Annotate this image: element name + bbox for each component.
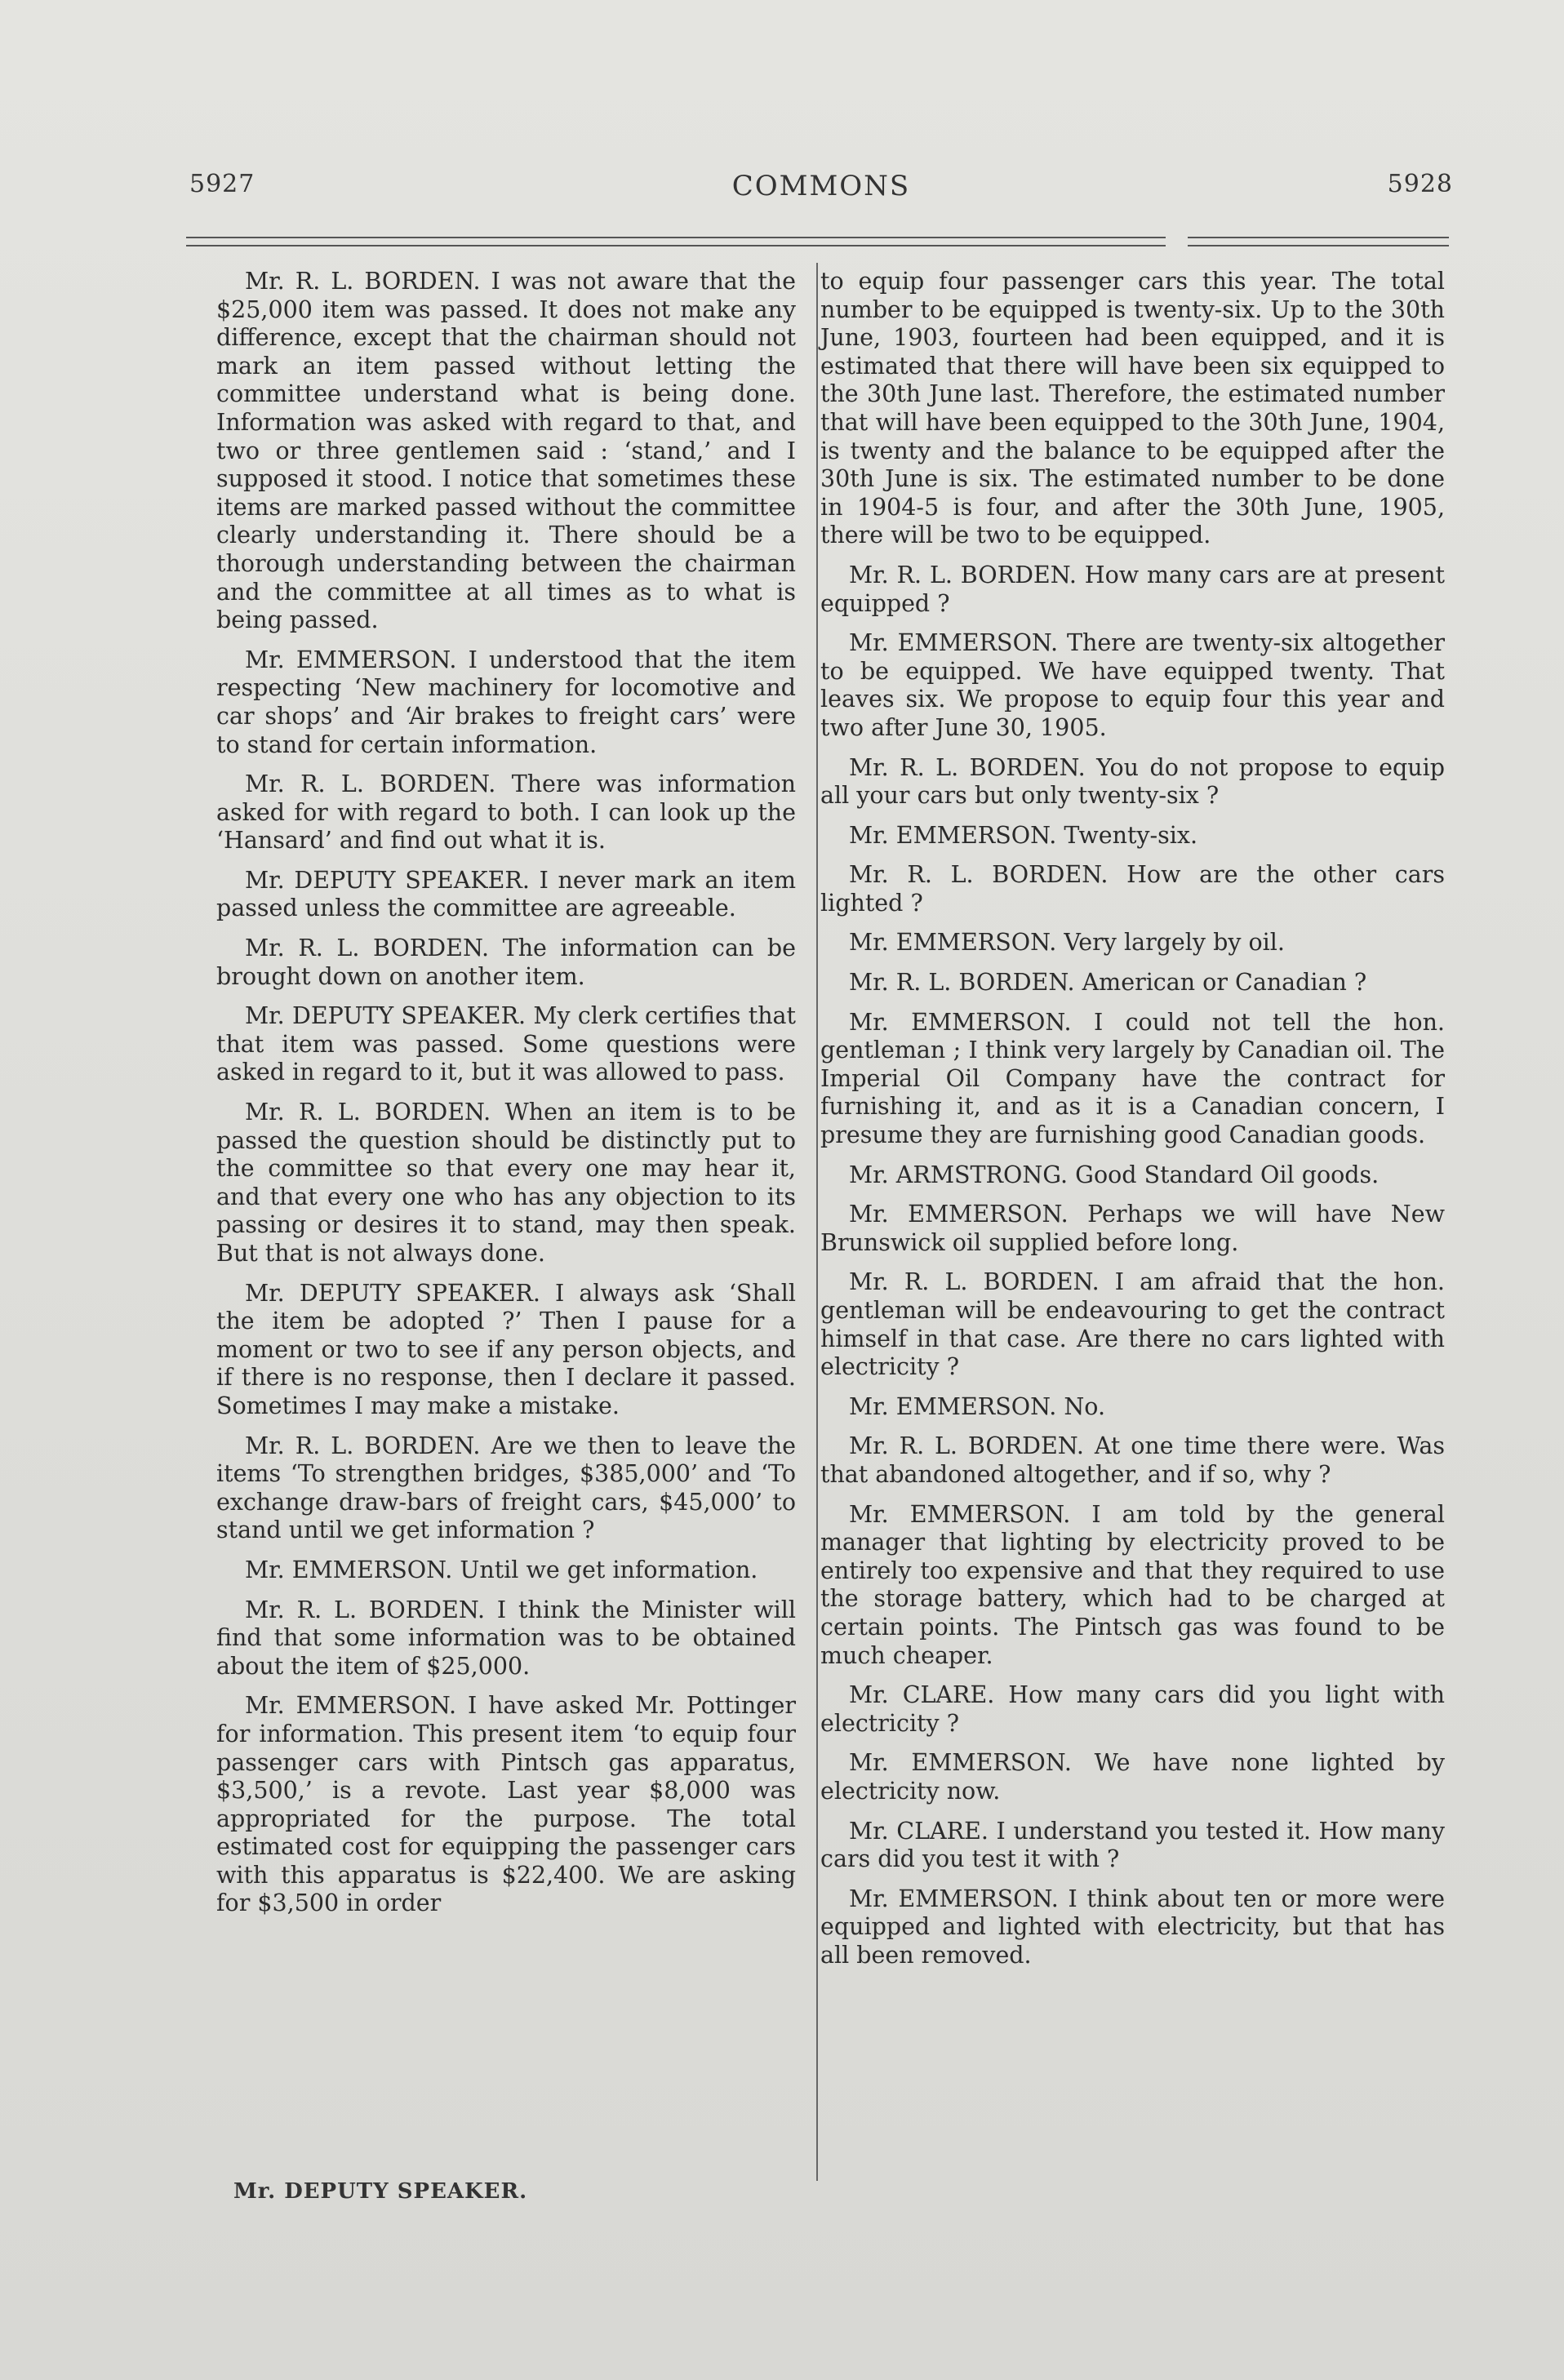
paragraph: Mr. R. L. BORDEN. The information can be brought down on another item.: [216, 935, 796, 990]
paragraph: Mr. R. L. BORDEN. At one time there were. Was that abandoned altogether, and if so, why ?: [820, 1432, 1445, 1488]
column-divider: [816, 263, 818, 2181]
paragraph: Mr. ARMSTRONG. Good Standard Oil goods.: [849, 1161, 1380, 1188]
page-title: COMMONS: [731, 170, 911, 202]
paragraph: Mr. EMMERSON. Until we get information.: [245, 1556, 758, 1583]
paragraph: Mr. R. L. BORDEN. How many cars are at present equipped ?: [820, 561, 1445, 617]
left-column: [216, 268, 796, 1929]
paragraph: Mr. R. L. BORDEN. You do not propose to equip all your cars but only twenty-six ?: [820, 753, 1445, 810]
paragraph: Mr. EMMERSON. I could not tell the hon. gentleman ; I think very largely by Canadian oil. The Imperial Oil Company have the contract for furnishing it, and as it is a Canadian concern, I presume they are furnishing good Canadian goods.: [820, 1008, 1445, 1149]
paragraph: Mr. EMMERSON. There are twenty-six altogether to be equipped. We have equipped twenty. That leaves six. We propose to equip four this year and two after June 30, 1905.: [820, 629, 1445, 741]
paragraph: Mr. EMMERSON. No.: [849, 1392, 1106, 1420]
header-rule-left: [186, 237, 1166, 238]
paragraph: Mr. R. L. BORDEN. When an item is to be passed the question should be distinctly put to the committee so that every one may hear it, and that every one who has any objection to its passing or desires it to stand, may then speak. But that is not always done.: [216, 1099, 796, 1267]
header-rule-right-lower: [1188, 245, 1449, 246]
paragraph: Mr. DEPUTY SPEAKER. I never mark an item passed unless the committee are agreeable.: [216, 866, 796, 922]
paragraph: Mr. R. L. BORDEN. I am afraid that the hon. gentleman will be endeavouring to get the contract himself in that case. Are there no cars lighted with electricity ?: [820, 1268, 1445, 1381]
paragraph: Mr. CLARE. How many cars did you light with electricity ?: [820, 1681, 1445, 1737]
paragraph: Mr. CLARE. I understand you tested it. How many cars did you test it with ?: [820, 1817, 1445, 1873]
header-rule-left-lower: [186, 245, 1166, 246]
paragraph: Mr. R. L. BORDEN. There was information asked for with regard to both. I can look up the ‘Hansard’ and find out what it is.: [216, 770, 796, 855]
paragraph: Mr. EMMERSON. Perhaps we will have New Brunswick oil supplied before long.: [820, 1201, 1445, 1256]
paragraph: Mr. R. L. BORDEN. I was not aware that the $25,000 item was passed. It does not make any difference, except that the chairman should not mark an item passed without letting the committee understand what is being done. Information was asked with regard to that, and two or three gentlemen said : ‘stand,’ and I supposed it stood. I notice that sometimes these items are marked passed without the committee clearly understanding it. There should be a thorough understanding between the chairman and the committee at all times as to what is being passed.: [216, 268, 796, 634]
paragraph: Mr. EMMERSON. Twenty-six.: [849, 821, 1198, 849]
paragraph: Mr. DEPUTY SPEAKER. I always ask ‘Shall the item be adopted ?’ Then I pause for a moment or two to see if any person objects, and if there is no response, then I declare it passed. Sometimes I may make a mistake.: [216, 1279, 796, 1419]
page-number-left: 5927: [189, 170, 255, 198]
paragraph: Mr. DEPUTY SPEAKER. My clerk certifies that that item was passed. Some questions were asked in regard to it, but it was allowed to pass.: [216, 1002, 796, 1086]
paragraph: Mr. R. L. BORDEN. I think the Minister will find that some information was to be obtained about the item of $25,000.: [216, 1596, 796, 1680]
paragraph: Mr. R. L. BORDEN. How are the other cars lighted ?: [820, 861, 1445, 917]
page-header: [189, 170, 1453, 219]
footer-speaker-note: Mr. DEPUTY SPEAKER.: [233, 2179, 528, 2204]
paragraph: Mr. EMMERSON. I understood that the item respecting ‘New machinery for locomotive and car shops’ and ‘Air brakes to freight cars’ were to stand for certain information.: [216, 646, 796, 758]
paragraph: Mr. EMMERSON. I am told by the general manager that lighting by electricity proved to be entirely too expensive and that they required to use the storage battery, which had to be charged at certain points. The Pintsch gas was found to be much cheaper.: [820, 1500, 1445, 1669]
page-number-right: 5928: [1387, 170, 1453, 198]
header-rule-right: [1188, 237, 1449, 238]
paragraph: Mr. R. L. BORDEN. American or Canadian ?: [849, 969, 1367, 997]
paragraph: Mr. R. L. BORDEN. Are we then to leave the items ‘To strengthen bridges, $385,000’ and ‘To exchange draw-bars of freight cars, $45,000’ to stand until we get information ?: [216, 1432, 796, 1544]
paragraph: to equip four passenger cars this year. The total number to be equipped is twenty-six. Up to the 30th June, 1903, fourteen had been equipped, and it is estimated that there will have been six equipped to the 30th June last. Therefore, the estimated number that will have been equipped to the 30th June, 1904, is twenty and the balance to be equipped after the 30th June is six. The estimated number to be done in 1904-5 is four, and after the 30th June, 1905, there will be two to be equipped.: [820, 268, 1445, 549]
paragraph: Mr. EMMERSON. I have asked Mr. Pottinger for information. This present item ‘to equip four passenger cars with Pintsch gas apparatus, $3,500,’ is a revote. Last year $8,000 was appropriated for the purpose. The total estimated cost for equipping the passenger cars with this apparatus is $22,400. We are asking for $3,500 in order: [216, 1692, 796, 1917]
paragraph: Mr. EMMERSON. We have none lighted by electricity now.: [820, 1749, 1445, 1805]
paragraph: Mr. EMMERSON. I think about ten or more were equipped and lighted with electricity, but that has all been removed.: [820, 1885, 1445, 1969]
paragraph: Mr. EMMERSON. Very largely by oil.: [849, 929, 1285, 957]
right-column: [820, 268, 1445, 1981]
